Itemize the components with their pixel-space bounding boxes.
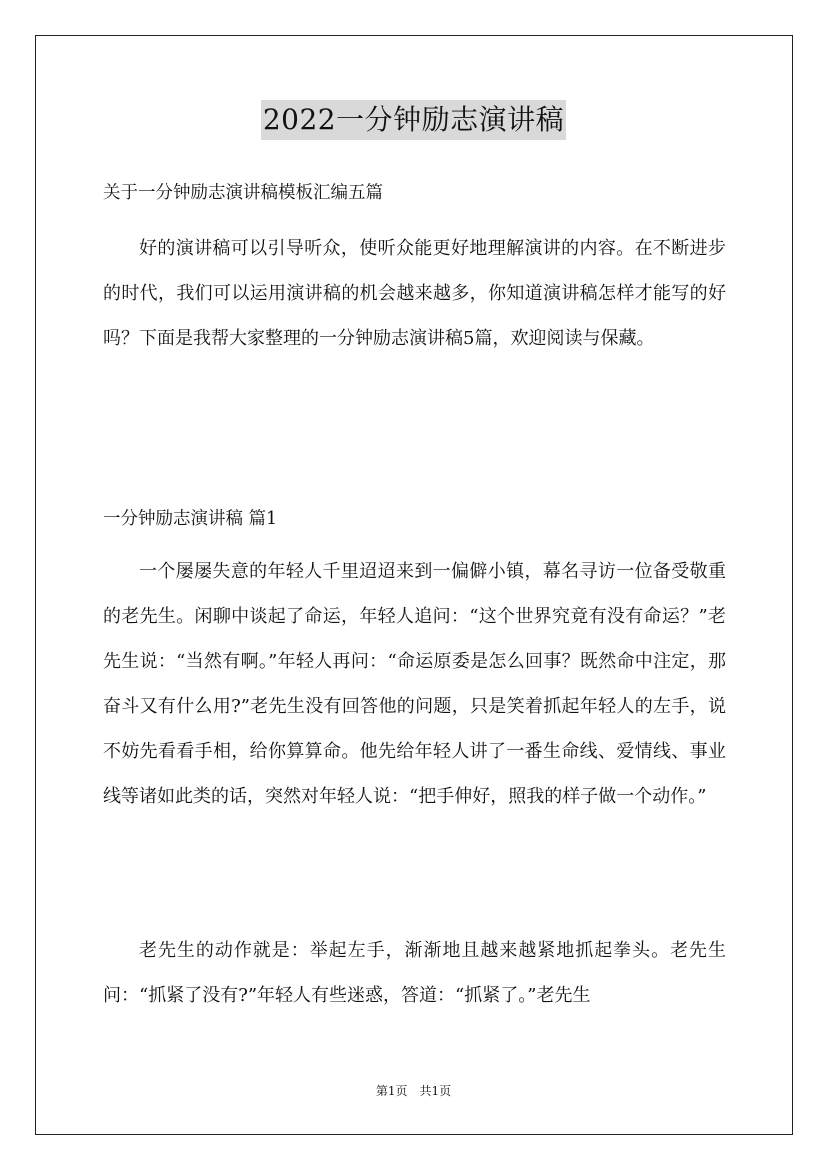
page-footer: 第1页 共1页 [375, 1084, 452, 1098]
section-heading: 一分钟励志演讲稿 篇1 [103, 509, 278, 529]
intro-paragraph: 好的演讲稿可以引导听众，使听众能更好地理解演讲的内容。在不断进步的时代，我们可以运用演讲稿的机会越来越多，你知道演讲稿怎样才能写的好吗？下面是我帮大家整理的一分钟励志演讲稿5篇，欢迎阅读与保藏。 [103, 238, 726, 349]
body-paragraph-1: 一个屡屡失意的年轻人千里迢迢来到一偏僻小镇，幕名寻访一位备受敬重的老先生。闲聊中谈起了命运，年轻人追问：“这个世界究竟有没有命运？”老先生说：“当然有啊。”年轻人再问：“命运原委是怎么回事？既然命中注定，那奋斗又有什么用?”老先生没有回答他的问题，只是笑着抓起年轻人的左手，说不妨先看看手相，给你算算命。他先给年轻人讲了一番生命线、爱情线、事业线等诸如此类的话，突然对年轻人说：“把手伸好，照我的样子做一个动作。” [103, 561, 726, 807]
document-subtitle: 关于一分钟励志演讲稿模板汇编五篇 [103, 183, 383, 203]
document-title: 2022一分钟励志演讲稿 [261, 100, 566, 140]
title-container [0, 100, 827, 140]
body-paragraph-2: 老先生的动作就是：举起左手，渐渐地且越来越紧地抓起拳头。老先生问：“抓紧了没有?”年轻人有些迷惑，答道：“抓紧了。”老先生 [103, 940, 726, 1006]
